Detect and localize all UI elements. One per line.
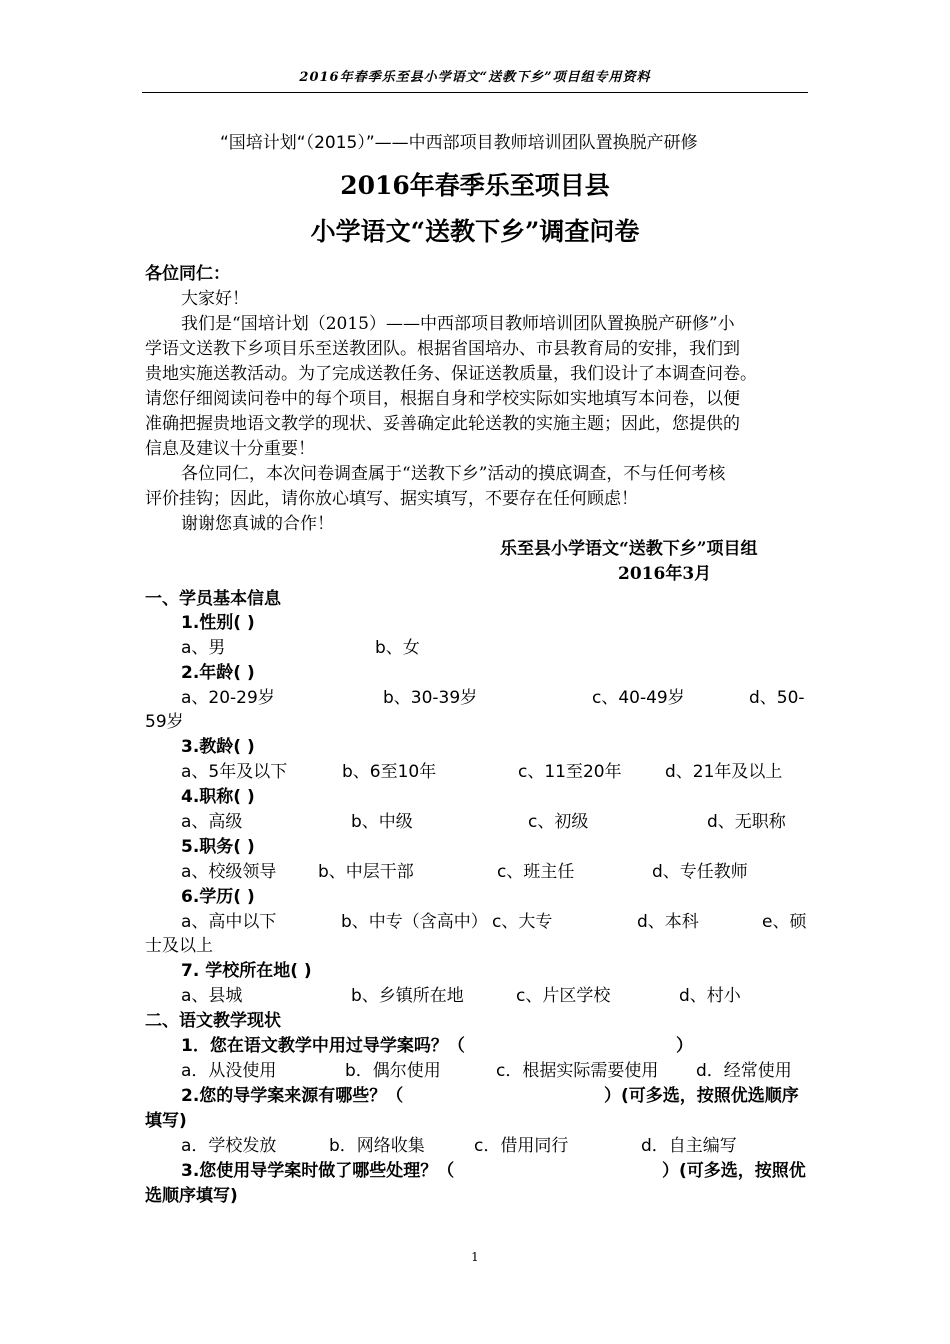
option: c、40-49岁 xyxy=(592,688,685,708)
option: d、50- xyxy=(749,688,805,708)
option: b、女 xyxy=(375,638,420,658)
option: c、11至20年 xyxy=(518,762,622,782)
option: c、片区学校 xyxy=(516,986,611,1006)
option: d．自主编写 xyxy=(641,1136,737,1156)
document-title-line2: 小学语文“送教下乡”调查问卷 xyxy=(310,217,640,246)
para1-line: 学语文送教下乡项目乐至送教团队。根据省国培办、市县教育局的安排，我们到 xyxy=(145,339,740,359)
option: a、5年及以下 xyxy=(181,762,288,782)
option: d、21年及以上 xyxy=(665,762,783,782)
page-header: 2016年春季乐至县小学语文“送教下乡”项目组专用资料 xyxy=(299,70,651,85)
para2-line: 各位同仁，本次问卷调查属于“送教下乡”活动的摸底调查，不与任何考核 xyxy=(181,464,726,484)
question-wrap: 填写) xyxy=(145,1111,187,1131)
para1-line: 信息及建议十分重要！ xyxy=(145,439,315,459)
option: c．借用同行 xyxy=(474,1136,569,1156)
option: a、高中以下 xyxy=(181,912,277,932)
option: d、专任教师 xyxy=(652,862,748,882)
option: b．偶尔使用 xyxy=(345,1061,441,1081)
option: b、乡镇所在地 xyxy=(351,986,464,1006)
option: a、高级 xyxy=(181,812,243,832)
option: a、县城 xyxy=(181,986,243,1006)
option: b、6至10年 xyxy=(342,762,437,782)
document-subtitle: “国培计划“（2015）”——中西部项目教师培训团队置换脱产研修 xyxy=(220,133,698,153)
para1-line: 准确把握贵地语文教学的现状、妥善确定此轮送教的实施主题；因此，您提供的 xyxy=(145,414,740,434)
question-label: 2.您的导学案来源有哪些？（ xyxy=(181,1086,404,1106)
para2-line: 评价挂钩；因此，请你放心填写、据实填写，不要存在任何顾虑！ xyxy=(145,489,638,509)
hello-line: 大家好！ xyxy=(181,289,249,309)
option: b、中专（含高中） xyxy=(341,912,488,932)
option: d、村小 xyxy=(679,986,741,1006)
para1-line: 请您仔细阅读问卷中的每个项目，根据自身和学校实际如实地填写本问卷，以便 xyxy=(145,389,740,409)
answer-bracket: ）(可多选，按照优选顺序 xyxy=(604,1086,799,1106)
option: d、本科 xyxy=(637,912,699,932)
option: a．从没使用 xyxy=(181,1061,277,1081)
option: b．网络收集 xyxy=(329,1136,425,1156)
section2-heading: 二、语文教学现状 xyxy=(145,1011,281,1031)
question-wrap: 选顺序填写) xyxy=(145,1186,238,1206)
para1-line: 贵地实施送教活动。为了完成送教任务、保证送教质量，我们设计了本调查问卷。 xyxy=(145,364,757,384)
signature: 乐至县小学语文“送教下乡”项目组 xyxy=(500,539,758,559)
greeting: 各位同仁： xyxy=(145,264,230,284)
question-label: 2.年龄( ) xyxy=(181,663,255,683)
option: d、无职称 xyxy=(707,812,786,832)
option-wrap: 59岁 xyxy=(145,712,184,732)
thanks-line: 谢谢您真诚的合作！ xyxy=(181,514,334,534)
option: e、硕 xyxy=(762,912,807,932)
question-label: 1.性别( ) xyxy=(181,613,255,633)
answer-bracket: ）(可多选，按照优 xyxy=(662,1161,806,1181)
section1-heading: 一、学员基本信息 xyxy=(145,589,281,609)
answer-bracket: ） xyxy=(676,1036,693,1056)
option: c、班主任 xyxy=(497,862,575,882)
option: a、男 xyxy=(181,638,226,658)
option: b、中级 xyxy=(351,812,413,832)
option: d．经常使用 xyxy=(696,1061,792,1081)
question-label: 3.您使用导学案时做了哪些处理？（ xyxy=(181,1161,455,1181)
date: 2016年3月 xyxy=(618,564,712,584)
page-number: 1 xyxy=(471,1250,479,1264)
option: a、20-29岁 xyxy=(181,688,275,708)
question-label: 6.学历( ) xyxy=(181,887,255,907)
option: c、大专 xyxy=(492,912,553,932)
option: b、30-39岁 xyxy=(383,688,478,708)
header-rule xyxy=(142,92,808,93)
document-title-line1: 2016年春季乐至项目县 xyxy=(340,171,610,200)
option: c、初级 xyxy=(528,812,589,832)
option: c．根据实际需要使用 xyxy=(496,1061,659,1081)
question-label: 3.教龄( ) xyxy=(181,737,255,757)
option: b、中层干部 xyxy=(318,862,414,882)
question-label: 4.职称( ) xyxy=(181,787,255,807)
question-label: 7. 学校所在地( ) xyxy=(181,961,312,981)
question-label: 5.职务( ) xyxy=(181,837,255,857)
para1-line: 我们是“国培计划（2015）——中西部项目教师培训团队置换脱产研修”小 xyxy=(181,314,735,334)
option-wrap: 士及以上 xyxy=(145,936,213,956)
option: a．学校发放 xyxy=(181,1136,277,1156)
question-label: 1．您在语文教学中用过导学案吗？（ xyxy=(181,1036,465,1056)
option: a、校级领导 xyxy=(181,862,277,882)
